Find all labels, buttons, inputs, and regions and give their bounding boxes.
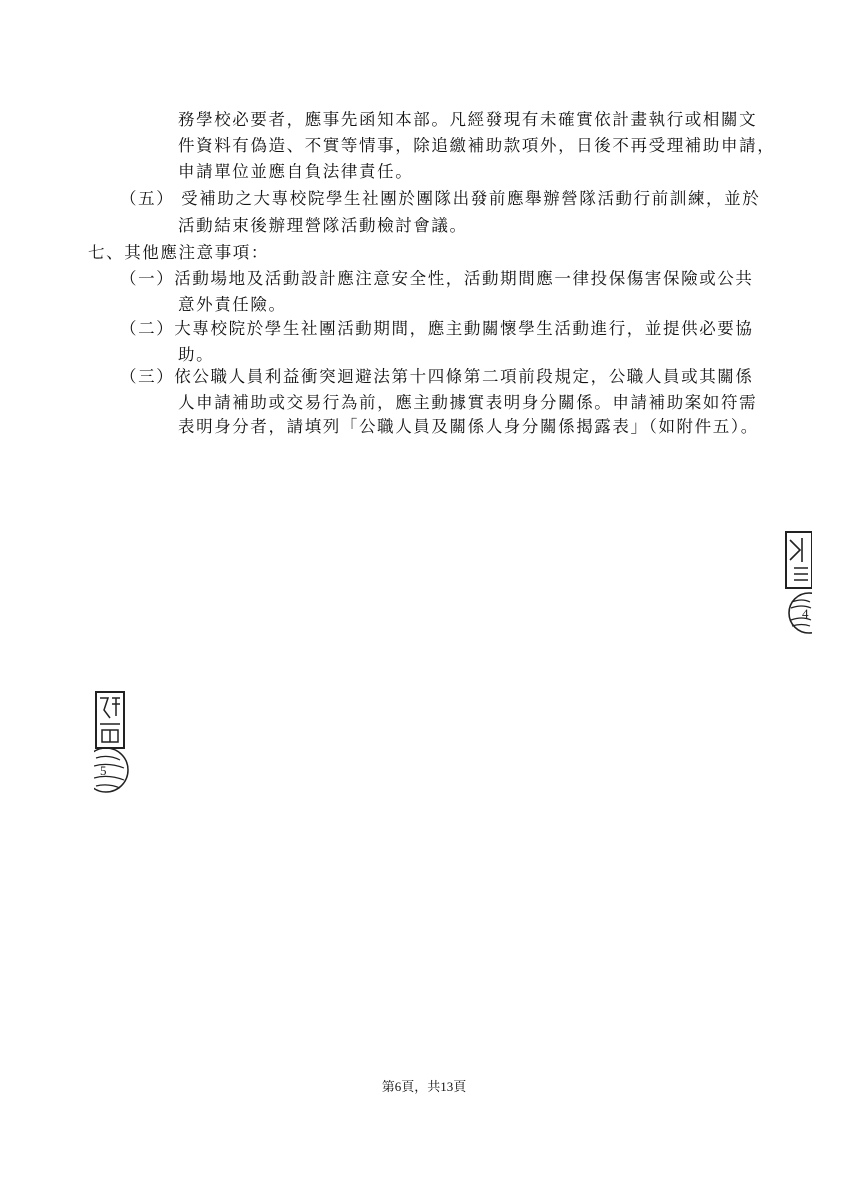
text-line-4: （五） 受補助之大專校院學生社團於團隊出發前應舉辦營隊活動行前訓練，並於 [120,189,761,208]
text-line-12: 人申請補助或交易行為前，應主動據實表明身分關係。申請補助案如符需 [178,393,758,412]
section-heading-7: 七、其他應注意事項： [88,243,269,262]
text-line-10: 助。 [178,345,215,364]
text-line-1: 務學校必要者，應事先函知本部。凡經發現有未確實依計畫執行或相關文 [178,110,758,129]
svg-text:4: 4 [802,606,809,621]
text-line-8: 意外責任險。 [178,295,287,314]
text-line-5: 活動結束後辦理營隊活動檢討會議。 [178,216,468,235]
official-seal-right [782,528,812,638]
text-line-2: 件資料有偽造、不實等情事，除追繳補助款項外，日後不再受理補助申請， [178,136,776,155]
text-line-3: 申請單位並應自負法律責任。 [178,162,414,181]
riding-seal-left [94,690,134,800]
text-line-11: （三）依公職人員利益衝突迴避法第十四條第二項前段規定，公職人員或其關係 [120,367,754,386]
text-line-13: 表明身分者，請填列「公職人員及關係人身分關係揭露表」（如附件五）。 [178,417,759,436]
text-line-9: （二）大專校院於學生社團活動期間，應主動關懷學生活動進行，並提供必要協 [120,319,754,338]
svg-text:5: 5 [100,763,107,778]
page-footer: 第6頁，共13頁 [381,1079,467,1094]
text-line-7: （一）活動場地及活動設計應注意安全性，活動期間應一律投保傷害保險或公共 [120,269,754,288]
